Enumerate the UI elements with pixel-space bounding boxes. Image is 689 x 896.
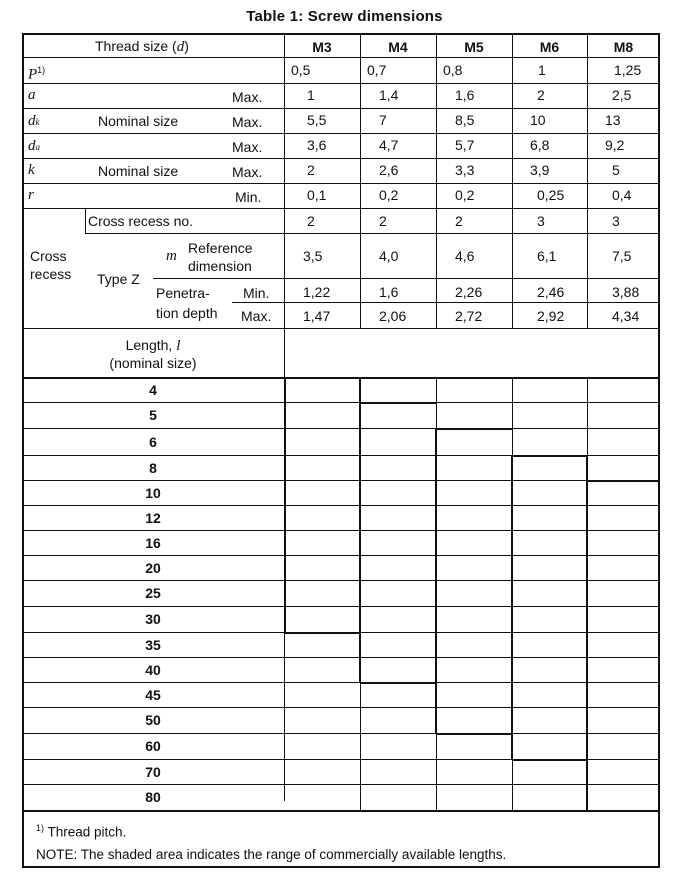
cell-dk-m5: 8,5 <box>455 112 475 128</box>
cell-k-m6: 3,9 <box>530 162 550 178</box>
length-value: 12 <box>145 509 161 526</box>
cell-da-m6: 6,8 <box>530 137 550 153</box>
length-value: 30 <box>145 611 161 627</box>
cell-dk-m8: 13 <box>605 112 621 128</box>
row-label-a: a <box>28 87 36 103</box>
reference-label-1: Reference <box>188 240 253 256</box>
cell-m-m5: 4,6 <box>455 248 475 264</box>
desc-k: Nominal size <box>98 163 179 179</box>
cell-m-m3: 3,5 <box>303 248 323 264</box>
cell-r-m8: 0,4 <box>612 187 632 203</box>
type-z-label: Type Z <box>97 271 140 287</box>
length-value: 80 <box>145 789 161 805</box>
cell-penmin-m3: 1,22 <box>303 284 331 300</box>
length-value: 20 <box>145 559 161 576</box>
cross-recess-label-1: Cross <box>30 248 67 264</box>
penetration-min-label: Min. <box>243 285 270 301</box>
cell-m-m8: 7,5 <box>612 248 632 264</box>
table-title: Table 1: Screw dimensions <box>246 8 443 25</box>
length-value: 5 <box>149 407 157 423</box>
size-header-m8: M8 <box>613 39 634 55</box>
cell-penmax-m4: 2,06 <box>379 308 407 324</box>
thread-size-label: Thread size (d) <box>95 38 189 55</box>
cross-recess-label-2: recess <box>30 266 72 282</box>
cell-p-m5: 0,8 <box>443 62 463 78</box>
cell-a-m5: 1,6 <box>455 87 475 103</box>
length-value: 40 <box>145 661 161 678</box>
length-value: 25 <box>145 585 161 601</box>
cell-k-m8: 5 <box>612 162 620 178</box>
size-header-m3: M3 <box>312 39 332 55</box>
cell-da-m4: 4,7 <box>379 137 399 153</box>
cell-crno-m8: 3 <box>612 213 620 229</box>
cell-a-m3: 1 <box>307 87 315 103</box>
length-label-1: Length, l <box>125 337 181 354</box>
cell-dk-m6: 10 <box>530 112 546 128</box>
size-header-m6: M6 <box>539 39 560 55</box>
cell-da-m3: 3,6 <box>307 137 327 153</box>
cell-r-m5: 0,2 <box>455 187 475 203</box>
cell-m-m4: 4,0 <box>379 248 399 264</box>
row-label-k: k <box>28 162 35 178</box>
cell-r-m3: 0,1 <box>307 187 327 203</box>
cell-p-m6: 1 <box>538 62 546 78</box>
row-label-r: r <box>28 187 34 203</box>
cell-k-m4: 2,6 <box>379 162 399 178</box>
cell-a-m4: 1,4 <box>379 87 399 103</box>
limit-dk: Max. <box>232 114 263 130</box>
cell-p-m4: 0,7 <box>367 62 387 78</box>
length-value: 6 <box>149 433 157 450</box>
length-value: 10 <box>145 484 161 501</box>
row-label-p: $P^{1)}$ <box>28 65 46 83</box>
cell-crno-m5: 2 <box>455 213 463 229</box>
penetration-label-1: Penetra- <box>156 285 210 301</box>
cell-crno-m3: 2 <box>307 213 315 229</box>
row-label-dk: dk <box>28 113 40 129</box>
cell-penmin-m5: 2,26 <box>455 284 483 300</box>
m-symbol: m <box>166 248 177 264</box>
penetration-label-2: tion depth <box>156 305 218 321</box>
cell-penmax-m6: 2,92 <box>537 308 565 324</box>
cell-crno-m4: 2 <box>379 213 387 229</box>
cell-a-m8: 2,5 <box>612 87 632 103</box>
limit-da: Max. <box>232 139 263 155</box>
cell-dk-m4: 7 <box>379 112 387 128</box>
cell-penmin-m6: 2,46 <box>537 284 565 300</box>
cell-a-m6: 2 <box>537 87 545 103</box>
length-label-2: (nominal size) <box>109 355 197 371</box>
cell-crno-m6: 3 <box>537 213 545 229</box>
cross-recess-no-label: Cross recess no. <box>88 213 194 229</box>
penetration-max-label: Max. <box>241 308 272 324</box>
cell-k-m5: 3,3 <box>455 162 475 178</box>
length-value: 16 <box>145 534 161 551</box>
length-value: 60 <box>145 738 161 754</box>
size-header-m4: M4 <box>388 39 408 55</box>
cell-penmax-m5: 2,72 <box>455 308 483 324</box>
reference-label-2: dimension <box>188 258 252 274</box>
desc-dk: Nominal size <box>98 113 179 129</box>
footnote-note: NOTE: The shaded area indicates the range of commercially available lengths. <box>36 847 507 862</box>
cell-penmax-m8: 4,34 <box>612 308 640 324</box>
length-value: 45 <box>145 686 161 703</box>
cell-k-m3: 2 <box>307 162 315 178</box>
limit-a: Max. <box>232 89 263 105</box>
row-label-da: da <box>28 138 40 154</box>
cell-da-m5: 5,7 <box>455 137 475 153</box>
length-value: 8 <box>149 459 157 476</box>
cell-da-m8: 9,2 <box>605 137 625 153</box>
cell-r-m4: 0,2 <box>379 187 399 203</box>
limit-k: Max. <box>232 164 263 180</box>
footnote-thread-pitch: $^{1)}$ Thread pitch. <box>36 823 127 840</box>
cell-p-m8: 1,25 <box>614 62 642 78</box>
limit-r: Min. <box>235 189 262 205</box>
length-value: 70 <box>145 763 161 780</box>
cell-penmin-m4: 1,6 <box>379 284 399 300</box>
cell-m-m6: 6,1 <box>537 248 557 264</box>
cell-penmax-m3: 1,47 <box>303 308 331 324</box>
length-value: 35 <box>145 636 161 653</box>
cell-p-m3: 0,5 <box>291 62 311 78</box>
size-header-m5: M5 <box>464 39 484 55</box>
cell-penmin-m8: 3,88 <box>612 284 640 300</box>
length-value: 50 <box>145 712 161 728</box>
cell-r-m6: 0,25 <box>537 187 565 203</box>
length-value: 4 <box>149 381 157 398</box>
cell-dk-m3: 5,5 <box>307 112 327 128</box>
